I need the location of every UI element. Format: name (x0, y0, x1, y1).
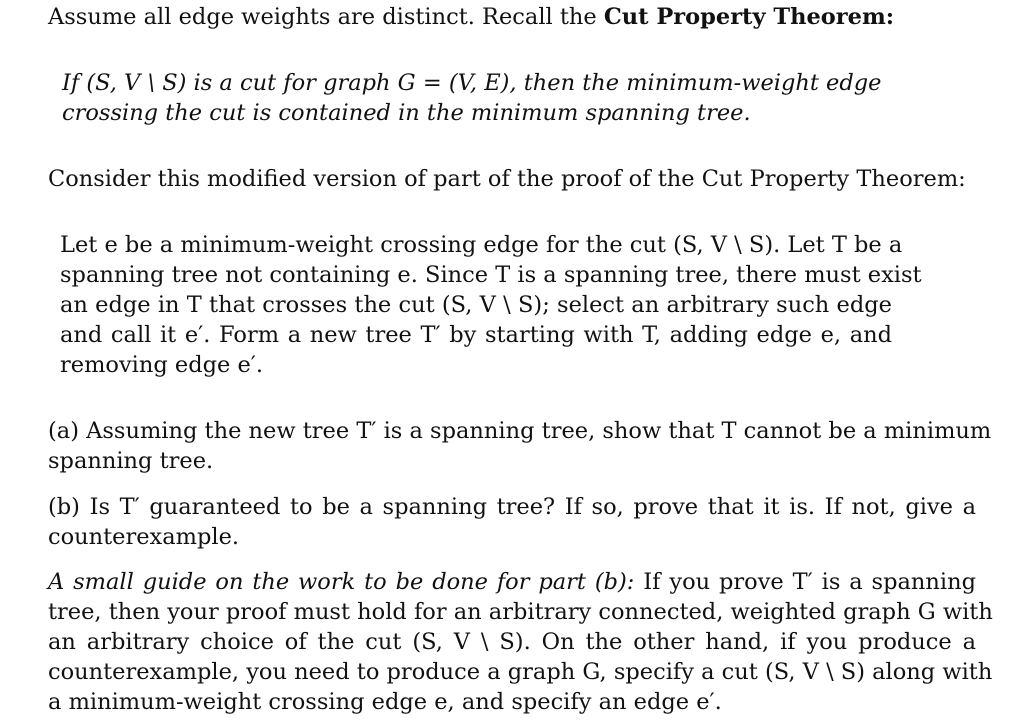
guide-italic-lead: A small guide on the work to be done for part (b): (48, 569, 635, 595)
guide-line-5: a minimum-weight crossing edge e, and specify an edge e′. (48, 689, 722, 715)
theorem-line-2: crossing the cut is contained in the minimum spanning tree. (62, 100, 751, 126)
part-a-line-2: spanning tree. (48, 448, 214, 474)
guide-line-1 (48, 567, 976, 597)
guide-line-1-rest: If you prove T′ is a spanning (634, 569, 976, 595)
part-a-line-1: (a) Assuming the new tree T′ is a spanning tree, show that T cannot be a minimum (48, 418, 992, 444)
part-b-line-1: (b) Is T′ guaranteed to be a spanning tree? If so, prove that it is. If not, give a (48, 494, 976, 520)
intro-text: Assume all edge weights are distinct. Recall the (48, 4, 604, 30)
proof-line-1: Let e be a minimum-weight crossing edge for the cut (S, V \ S). Let T be a (60, 232, 903, 258)
proof-line-4: and call it e′. Form a new tree T′ by starting with T, adding edge e, and (60, 322, 892, 348)
intro-line (48, 2, 894, 32)
consider-line: Consider this modified version of part of the proof of the Cut Property Theorem: (48, 166, 966, 192)
cut-property-theorem-heading: Cut Property Theorem: (603, 4, 895, 30)
proof-line-3: an edge in T that crosses the cut (S, V \ S); select an arbitrary such edge (60, 292, 892, 318)
guide-line-3: an arbitrary choice of the cut (S, V \ S). On the other hand, if you produce a (48, 629, 976, 655)
proof-line-2: spanning tree not containing e. Since T is a spanning tree, there must exist (60, 262, 922, 288)
guide-line-4: counterexample, you need to produce a graph G, specify a cut (S, V \ S) along with (48, 659, 993, 685)
guide-line-2: tree, then your proof must hold for an arbitrary connected, weighted graph G with (48, 599, 993, 625)
part-b-line-2: counterexample. (48, 524, 240, 550)
proof-line-5: removing edge e′. (60, 352, 264, 378)
theorem-line-1: If (S, V \ S) is a cut for graph G = (V, E), then the minimum-weight edge (62, 70, 882, 96)
